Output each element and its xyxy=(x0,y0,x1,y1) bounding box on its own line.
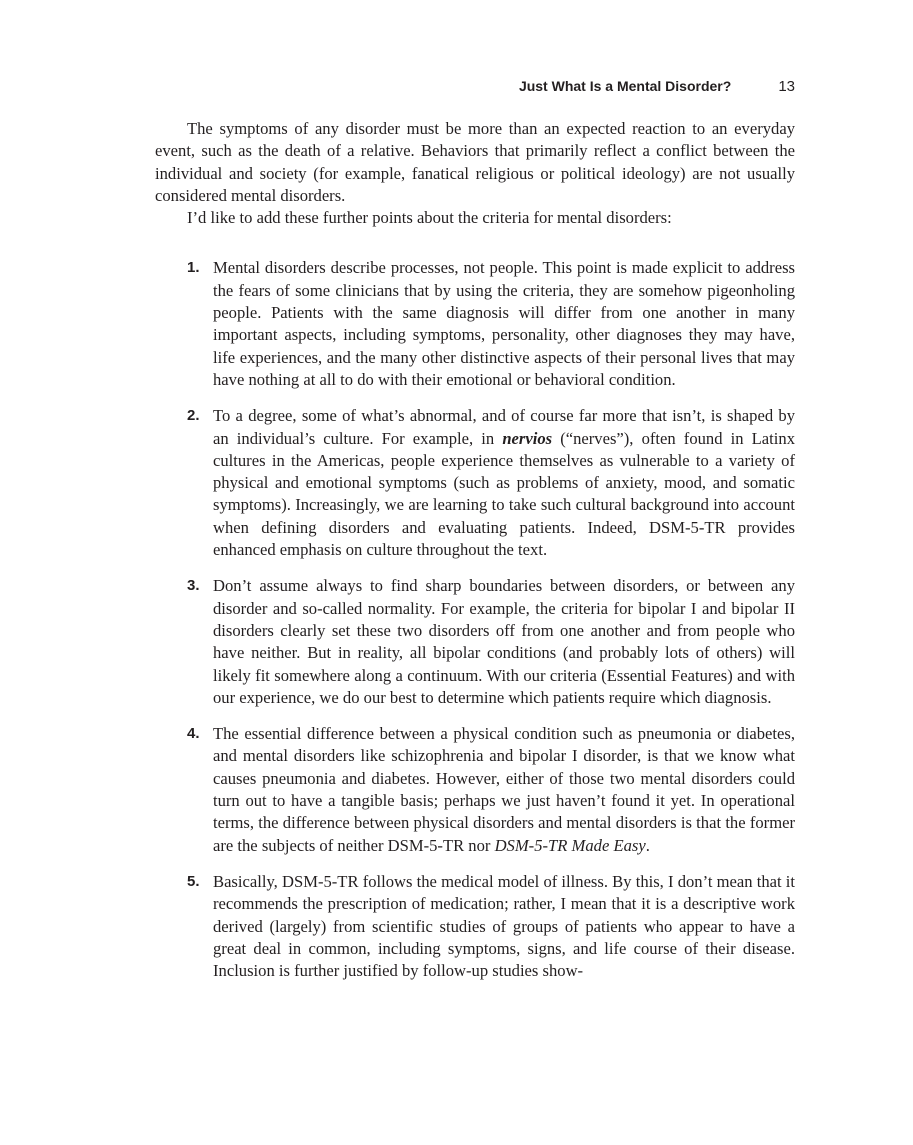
list-item-text-after: (“nerves”), often found in Latinx cultures in the Americas, people experience themselves as vulnerable to a variety of physical and emotional symptoms (such as problems of anxiety, mood, and somatic symptoms). Increasingly, we are learning to take such cultural background into account when defining disorders and evaluating patients. Indeed, DSM-5-TR provides enhanced emphasis on culture throughout the text. xyxy=(213,428,795,560)
list-item xyxy=(155,405,795,561)
list-marker: 1. xyxy=(187,259,200,277)
criteria-points-list xyxy=(155,257,795,982)
list-item-text-after: . xyxy=(645,835,650,855)
list-item-text-before: The essential difference between a physical condition such as pneumonia or diabetes, and mental disorders like schizophrenia and bipolar I disorder, is that we know what causes pneumonia and diabetes. However, either of those two mental disorders could turn out to have a tangible basis; perhaps we just haven’t found it yet. In operational terms, the difference between physical disorders and mental disorders is that the former are the subjects of neither DSM-5-TR nor xyxy=(213,724,795,855)
list-item xyxy=(155,257,795,391)
list-item-text xyxy=(213,723,795,857)
list-item xyxy=(155,723,795,857)
page-body xyxy=(155,118,795,996)
emphasized-term: nervios xyxy=(502,428,553,448)
book-title: DSM-5-TR Made Easy xyxy=(494,835,646,855)
list-item-text-before: To a degree, some of what’s abnormal, and of course far more that isn’t, is shaped by an individual’s culture. For example, in xyxy=(213,406,795,448)
page-number: 13 xyxy=(778,78,795,95)
body-paragraph: I’d like to add these further points about the criteria for mental disorders: xyxy=(187,208,672,228)
body-paragraph: The symptoms of any disorder must be more than an expected reaction to an everyday event, such as the death of a relative. Behaviors that primarily reflect a conflict between the individual and society (for example, fanatical religious or political ideology) are not usually considered mental disorders. xyxy=(155,119,795,205)
list-marker: 3. xyxy=(187,577,200,595)
list-item xyxy=(155,575,795,709)
list-item-text: Mental disorders describe processes, not people. This point is made explicit to address the fears of some clinicians that by using the criteria, they are somehow pigeonholing people. Patients with the same diagnosis will differ from one another in many important aspects, including symptoms, personality, other diagnoses they may have, life experiences, and the many other distinctive aspects of their personal lives that may have nothing at all to do with their emotional or behavioral condition. xyxy=(213,258,795,389)
list-marker: 5. xyxy=(187,872,200,890)
list-marker: 2. xyxy=(187,407,200,425)
list-marker: 4. xyxy=(187,725,200,743)
list-item-text xyxy=(213,405,795,561)
list-item-text: Don’t assume always to find sharp boundaries between disorders, or between any disorder and so-called normality. For example, the criteria for bipolar I and bipolar II disorders clearly set these two disorders off from one another and from people who have neither. But in reality, all bipolar conditions (and probably lots of others) will likely fit somewhere along a continuum. With our criteria (Essential Features) and with our experience, we do our best to determine which patients require which diagnosis. xyxy=(213,576,795,707)
list-item-text: Basically, DSM-5-TR follows the medical model of illness. By this, I don’t mean that it recommends the prescription of medication; rather, I mean that it is a descriptive work derived (largely) from scientific studies of groups of patients who appear to have a great deal in common, including symptoms, signs, and life course of their disease. Inclusion is further justified by follow-up studies show- xyxy=(213,871,795,981)
running-title: Just What Is a Mental Disorder? xyxy=(518,78,732,94)
list-item xyxy=(155,871,795,982)
running-head xyxy=(519,78,795,95)
